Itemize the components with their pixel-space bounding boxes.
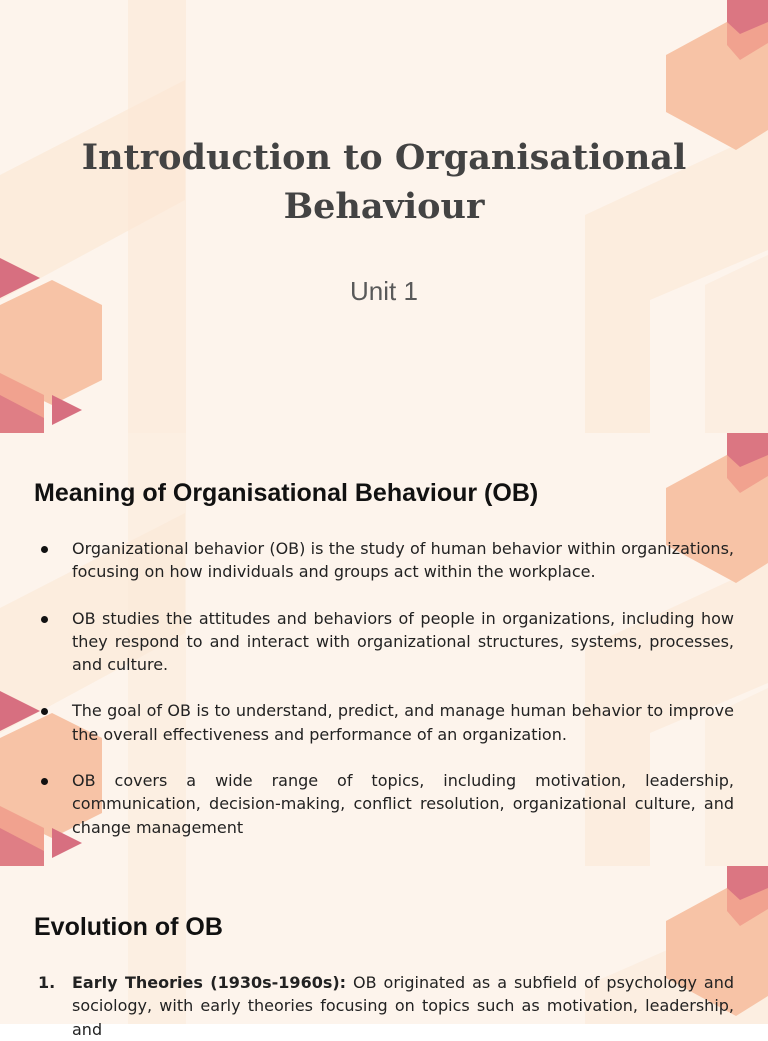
bullet-icon: [41, 708, 48, 715]
numbered-list: [34, 971, 734, 1041]
title-slide: [0, 0, 768, 433]
list-item: [34, 607, 734, 677]
list-item: [34, 971, 734, 1041]
item-lead: Early Theories (1930s-1960s):: [72, 973, 347, 992]
list-item: [34, 537, 734, 584]
evolution-slide: [0, 866, 768, 1039]
bullet-list: [34, 537, 734, 862]
item-text: OB originated as a subfield of psychology and sociology, with early theories focusing on topics such as motivation, leadership, and: [72, 973, 734, 1039]
list-item: [34, 769, 734, 839]
bullet-icon: [41, 546, 48, 553]
bullet-text: OB covers a wide range of topics, including motivation, leadership, communication, decision-making, conflict resolution, organizational culture, and change management: [72, 771, 734, 837]
bullet-text: OB studies the attitudes and behaviors of people in organizations, including how they respond to and interact with organizational structures, systems, processes, and culture.: [72, 608, 734, 675]
list-number: 1.: [38, 973, 56, 992]
slide-heading: Meaning of Organisational Behaviour (OB): [34, 479, 539, 507]
slide-subtitle: Unit 1: [350, 276, 418, 306]
bullet-icon: [41, 778, 48, 785]
list-item: [34, 699, 734, 746]
slide-heading: Evolution of OB: [34, 913, 223, 941]
bullet-text: The goal of OB is to understand, predict, and manage human behavior to improve the overall effectiveness and performance of an organization.: [72, 701, 734, 744]
bullet-icon: [41, 616, 48, 623]
slide-title: Introduction to Organisational Behaviour: [81, 137, 687, 227]
bullet-text: Organizational behavior (OB) is the study of human behavior within organizations, focusing on how individuals and groups act within the workplace.: [72, 539, 734, 582]
meaning-slide: [0, 433, 768, 866]
